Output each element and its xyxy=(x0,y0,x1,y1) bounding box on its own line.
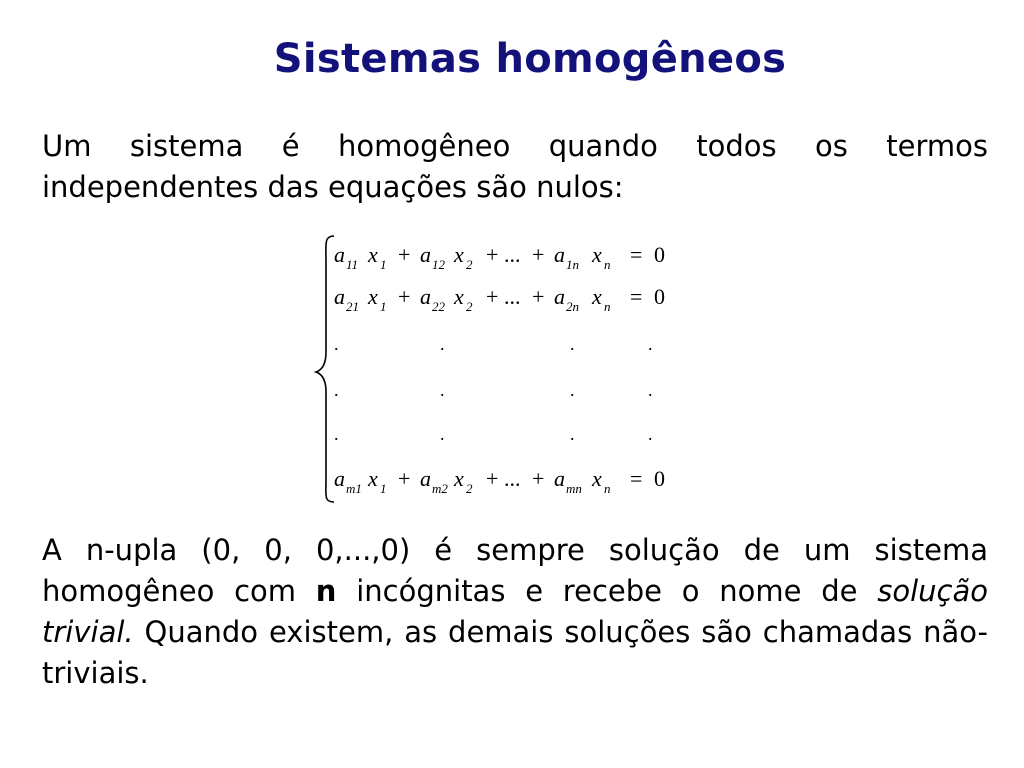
eq-row-2-coef1-index: 21 xyxy=(346,299,359,314)
eq-dot-r2-c2: . xyxy=(440,380,445,400)
eq-row-3-plus-2: + xyxy=(486,466,499,491)
eq-row-1-coefn-index: 1n xyxy=(566,257,579,272)
solution-text-part1: A n-upla (0, 0, 0,...,0) é sempre solução de um sistema homogêneo com xyxy=(42,533,988,608)
eq-row-2-coefn-symbol: a xyxy=(554,284,565,309)
homogeneous-system-equations xyxy=(300,222,720,512)
eq-row-3-equals: = xyxy=(630,466,643,491)
trivial-solution-term: solução trivial. xyxy=(42,574,988,649)
n-variable: n xyxy=(315,574,337,608)
eq-dot-r1-c3: . xyxy=(570,334,575,354)
eq-row-3-var1-index: 1 xyxy=(380,481,387,496)
eq-row-3-coef2-symbol: a xyxy=(420,466,431,491)
eq-dot-r1-c2: . xyxy=(440,334,445,354)
eq-row-3-coef1-symbol: a xyxy=(334,466,345,491)
eq-row-2-var1-symbol: x xyxy=(368,284,378,309)
eq-row-3-var2-index: 2 xyxy=(466,481,473,496)
eq-row-1-ellipsis: ... xyxy=(504,242,521,267)
eq-row-1-var2-symbol: x xyxy=(454,242,464,267)
eq-row-1-rhs: 0 xyxy=(654,242,665,267)
eq-row-3-ellipsis: ... xyxy=(504,466,521,491)
slide-title: Sistemas homogêneos xyxy=(273,36,787,82)
eq-row-1-plus-3: + xyxy=(532,242,545,267)
eq-row-1-plus-2: + xyxy=(486,242,499,267)
eq-row-2-var1-index: 1 xyxy=(380,299,387,314)
eq-row-2-var2-symbol: x xyxy=(454,284,464,309)
intro-paragraph: Um sistema é homogêneo quando todos os termos independentes das equações são nulos: xyxy=(42,129,988,204)
eq-row-2-coef2-index: 22 xyxy=(432,299,445,314)
eq-dot-r2-c1: . xyxy=(334,380,339,400)
eq-row-2-coef1-symbol: a xyxy=(334,284,345,309)
eq-row-3-coef2-index: m2 xyxy=(432,481,448,496)
eq-row-2-equals: = xyxy=(630,284,643,309)
eq-dot-r1-c1: . xyxy=(334,334,339,354)
eq-row-3-coefn-index: mn xyxy=(566,481,582,496)
eq-row-2-varn-symbol: x xyxy=(592,284,602,309)
left-brace xyxy=(316,236,334,502)
eq-dot-r2-c3: . xyxy=(570,380,575,400)
eq-row-2-rhs: 0 xyxy=(654,284,665,309)
eq-row-1-plus-1: + xyxy=(398,242,411,267)
eq-row-1-coef1-index: 11 xyxy=(346,257,359,272)
eq-row-1-equals: = xyxy=(630,242,643,267)
eq-row-3-var1-symbol: x xyxy=(368,466,378,491)
eq-row-3-coefn-symbol: a xyxy=(554,466,565,491)
eq-row-3-varn-index: n xyxy=(604,481,611,496)
eq-dot-r3-c1: . xyxy=(334,424,339,444)
eq-row-2-ellipsis: ... xyxy=(504,284,521,309)
eq-row-2-plus-2: + xyxy=(486,284,499,309)
eq-row-3-var2-symbol: x xyxy=(454,466,464,491)
eq-row-1-coef2-index: 12 xyxy=(432,257,445,272)
eq-row-2-plus-1: + xyxy=(398,284,411,309)
solution-text-part3: Quando existem, as demais soluções são chamadas não-triviais. xyxy=(42,615,988,690)
eq-row-1-var1-index: 1 xyxy=(380,257,387,272)
eq-row-1-varn-symbol: x xyxy=(592,242,602,267)
eq-dot-r3-c2: . xyxy=(440,424,445,444)
eq-row-1-var1-symbol: x xyxy=(368,242,378,267)
eq-row-3-rhs: 0 xyxy=(654,466,665,491)
eq-dot-r3-c4: . xyxy=(648,424,653,444)
eq-row-1-coef1-symbol: a xyxy=(334,242,345,267)
eq-row-1-coef2-symbol: a xyxy=(420,242,431,267)
solution-paragraph xyxy=(42,530,988,694)
eq-row-2-coef2-symbol: a xyxy=(420,284,431,309)
eq-row-1-var2-index: 2 xyxy=(466,257,473,272)
eq-row-2-var2-index: 2 xyxy=(466,299,473,314)
eq-row-3-plus-1: + xyxy=(398,466,411,491)
eq-row-2-coefn-index: 2n xyxy=(566,299,579,314)
eq-dot-r3-c3: . xyxy=(570,424,575,444)
eq-row-2-plus-3: + xyxy=(532,284,545,309)
eq-row-3-coef1-index: m1 xyxy=(346,481,362,496)
eq-row-2-varn-index: n xyxy=(604,299,611,314)
eq-row-3-varn-symbol: x xyxy=(592,466,602,491)
eq-dot-r1-c4: . xyxy=(648,334,653,354)
eq-row-3-plus-3: + xyxy=(532,466,545,491)
eq-row-1-coefn-symbol: a xyxy=(554,242,565,267)
solution-text-part2: incógnitas e recebe o nome de xyxy=(336,574,878,608)
eq-row-1-varn-index: n xyxy=(604,257,611,272)
eq-dot-r2-c4: . xyxy=(648,380,653,400)
